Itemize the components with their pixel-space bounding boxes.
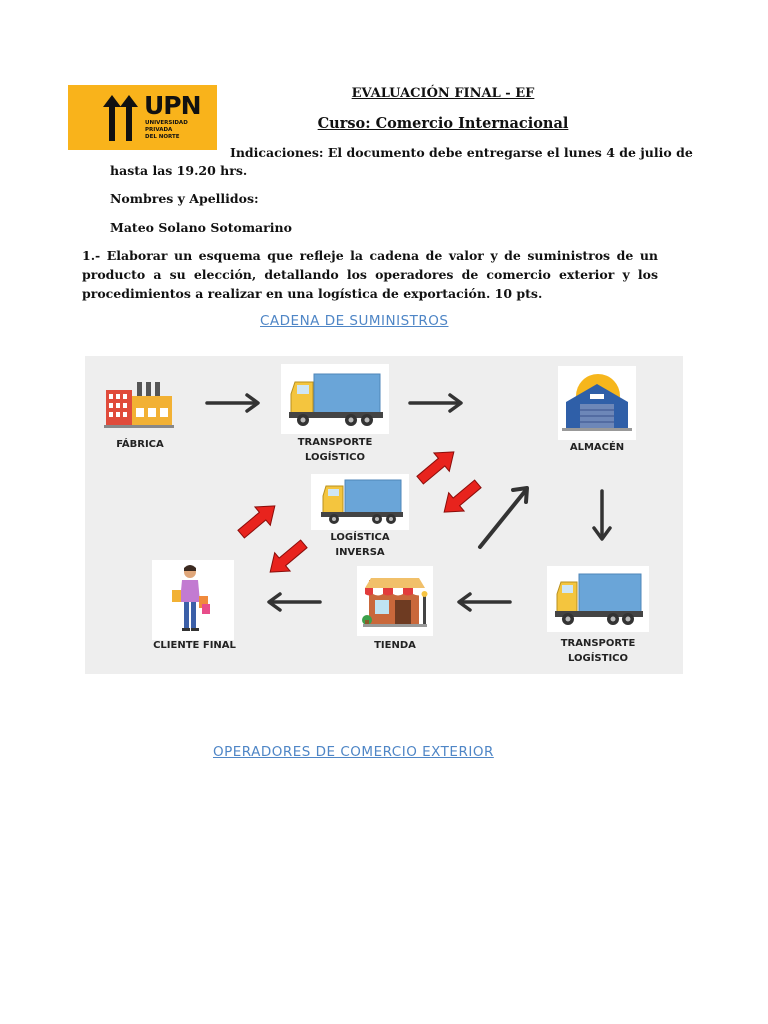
question-text: 1.- Elaborar un esquema que refleje la cadena de valor y de suministros de un producto a su elección, detallando los operadores de comercio exterior y los procedimientos a realizar en una logística de exportación. 10 pts. bbox=[82, 248, 658, 301]
customer-label: CLIENTE FINAL bbox=[153, 640, 236, 651]
instructions-line-2: hasta las 19.20 hrs. bbox=[110, 163, 248, 178]
store-node bbox=[357, 566, 433, 636]
student-name: Mateo Solano Sotomarino bbox=[110, 220, 292, 235]
upn-arrow-icon bbox=[102, 93, 142, 143]
transport-node-1 bbox=[281, 364, 389, 434]
factory-node bbox=[103, 376, 175, 432]
reverse-logistics-node bbox=[311, 474, 409, 530]
red-arrow-3 bbox=[233, 497, 282, 544]
supply-chain-diagram bbox=[85, 356, 683, 674]
document-title: EVALUACIÓN FINAL - EF bbox=[351, 86, 535, 101]
reverse-logistics-label: LOGÍSTICA INVERSA bbox=[330, 532, 390, 558]
store-label: TIENDA bbox=[374, 640, 416, 651]
store-icon bbox=[357, 566, 433, 636]
course-title: Curso: Comercio Internacional bbox=[317, 115, 569, 132]
factory-icon bbox=[103, 376, 175, 432]
transport-label-1: TRANSPORTE LOGÍSTICO bbox=[297, 437, 373, 463]
shopper-icon bbox=[152, 560, 234, 640]
arrow-store-to-warehouse-diag bbox=[480, 490, 526, 547]
truck-icon bbox=[547, 566, 649, 632]
factory-label: FÁBRICA bbox=[116, 439, 164, 450]
red-arrow-2 bbox=[436, 475, 485, 522]
logo-brand: UPN bbox=[144, 91, 201, 120]
logo-subtitle: UNIVERSIDAD PRIVADA DEL NORTE bbox=[145, 120, 188, 140]
red-arrow-4 bbox=[262, 535, 311, 582]
warehouse-node bbox=[558, 366, 636, 440]
truck-icon bbox=[311, 474, 409, 530]
customer-node bbox=[152, 560, 234, 640]
transport-label-2: TRANSPORTE LOGÍSTICO bbox=[560, 638, 636, 664]
foreign-trade-operators-heading: OPERADORES DE COMERCIO EXTERIOR bbox=[213, 744, 494, 760]
names-label: Nombres y Apellidos: bbox=[110, 191, 259, 206]
upn-logo bbox=[68, 85, 217, 150]
transport-node-2 bbox=[547, 566, 649, 632]
instructions-line-1: Indicaciones: El documento debe entregarse el lunes 4 de julio de bbox=[230, 145, 693, 160]
red-arrow-1 bbox=[412, 443, 461, 490]
truck-icon bbox=[281, 364, 389, 434]
supply-chain-heading: CADENA DE SUMINISTROS bbox=[260, 313, 449, 329]
warehouse-label: ALMACÉN bbox=[569, 442, 625, 453]
warehouse-icon bbox=[558, 366, 636, 440]
